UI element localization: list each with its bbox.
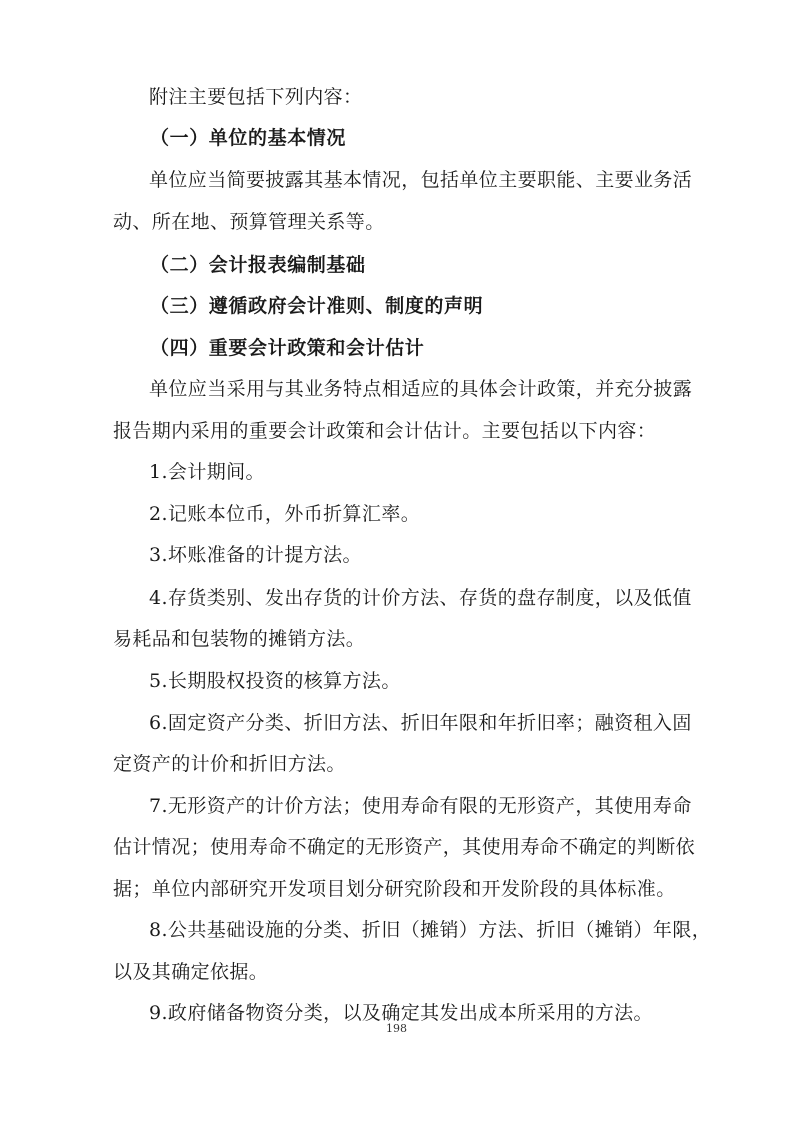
list-item-4-line1: 4.存货类别、发出存货的计价方法、存货的盘存制度，以及低值 [149, 587, 692, 609]
list-item-7-line3: 据；单位内部研究开发项目划分研究阶段和开发阶段的具体标准。 [113, 878, 676, 900]
list-item-1: 1.会计期间。 [149, 461, 265, 483]
section2-heading: （二）会计报表编制基础 [150, 254, 366, 276]
list-item-7-line1: 7.无形资产的计价方法；使用寿命有限的无形资产，其使用寿命 [149, 795, 692, 817]
section4-body-line2: 报告期内采用的重要会计政策和会计估计。主要包括以下内容： [113, 420, 657, 442]
list-item-7-line2: 估计情况；使用寿命不确定的无形资产，其使用寿命不确定的判断依 [113, 836, 696, 858]
page-number: 198 [386, 1022, 407, 1035]
list-item-6-line1: 6.固定资产分类、折旧方法、折旧年限和年折旧率；融资租入固 [149, 712, 692, 734]
list-item-3: 3.坏账准备的计提方法。 [149, 544, 362, 566]
intro-paragraph: 附注主要包括下列内容： [149, 86, 363, 108]
section1-heading: （一）单位的基本情况 [150, 127, 347, 149]
section4-heading: （四）重要会计政策和会计估计 [150, 337, 425, 359]
list-item-9: 9.政府储备物资分类，以及确定其发出成本所采用的方法。 [149, 1002, 653, 1024]
section4-body-line1: 单位应当采用与其业务特点相适应的具体会计政策，并充分披露 [149, 378, 693, 400]
section1-body-line2: 动、所在地、预算管理关系等。 [113, 211, 385, 233]
list-item-5: 5.长期股权投资的核算方法。 [149, 670, 401, 692]
section1-body-line1: 单位应当简要披露其基本情况，包括单位主要职能、主要业务活 [149, 169, 693, 191]
section3-heading: （三）遵循政府会计准则、制度的声明 [150, 295, 484, 317]
list-item-8-line1: 8.公共基础设施的分类、折旧（摊销）方法、折旧（摊销）年限， [149, 919, 712, 941]
list-item-4-line2: 易耗品和包装物的摊销方法。 [113, 628, 366, 650]
list-item-2: 2.记账本位币，外币折算汇率。 [149, 503, 421, 525]
list-item-6-line2: 定资产的计价和折旧方法。 [113, 753, 346, 775]
list-item-8-line2: 以及其确定依据。 [113, 961, 269, 983]
